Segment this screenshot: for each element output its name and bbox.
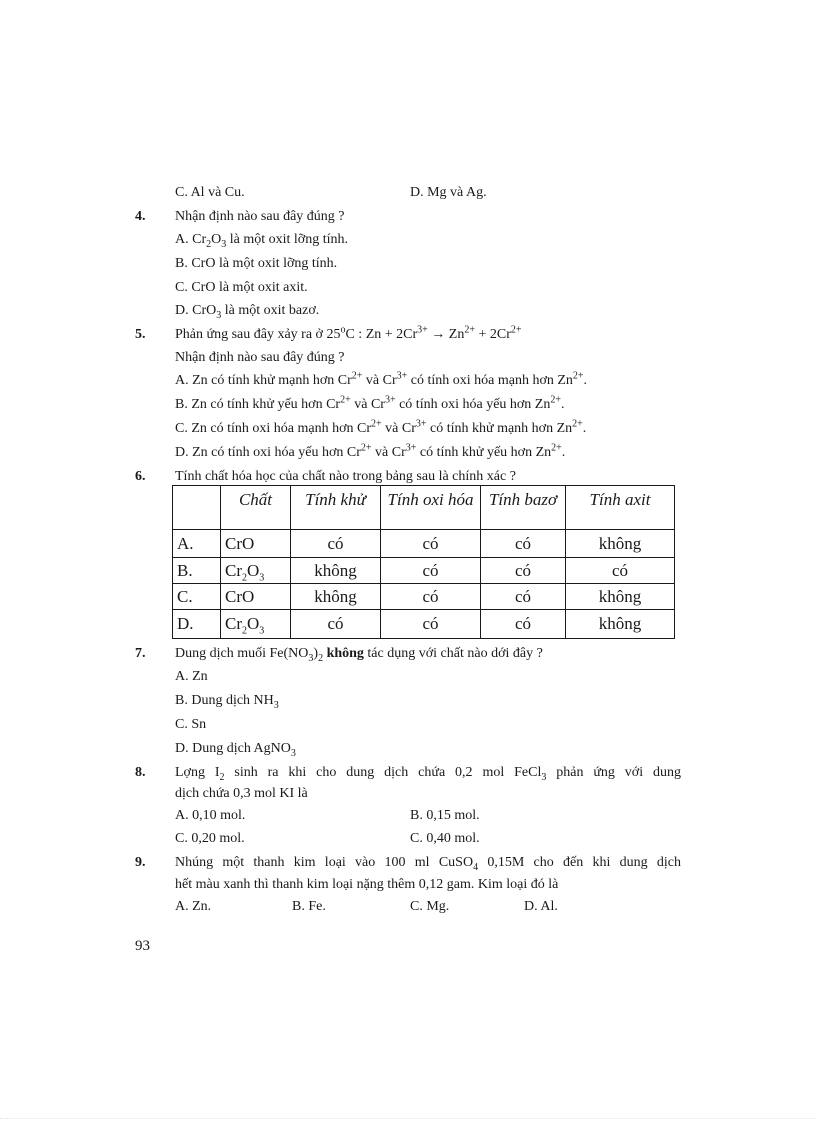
q8-stem-2: dịch chứa 0,3 mol KI là bbox=[175, 786, 308, 801]
prev-option-d: D. Mg và Ag. bbox=[410, 185, 487, 200]
page-number: 93 bbox=[135, 938, 150, 954]
row-tinh-axit: có bbox=[566, 558, 675, 584]
q8-option-d: C. 0,40 mol. bbox=[410, 831, 480, 846]
q8-option-c: C. 0,20 mol. bbox=[175, 831, 245, 846]
row-chemical: $Cr_2O_3$ bbox=[221, 610, 291, 639]
table-row bbox=[173, 610, 675, 639]
row-tinh-bazo: có bbox=[481, 584, 566, 610]
q5-number: 5. bbox=[135, 327, 146, 342]
header-chat: Chất bbox=[221, 486, 291, 530]
row-tinh-oxi-hoa: có bbox=[381, 558, 481, 584]
header-tinh-bazo: Tính bazơ bbox=[481, 486, 566, 530]
q5-option-c: C. Zn có tính oxi hóa mạnh hơn $Cr^{2+}$ và $Cr^{3+}$ có tính khử mạnh hơn $Zn^{2+}$. bbox=[175, 418, 587, 436]
q5-option-a: A. Zn có tính khử mạnh hơn $Cr^{2+}$ và $Cr^{3+}$ có tính oxi hóa mạnh hơn $Zn^{2+}$. bbox=[175, 370, 588, 388]
header-tinh-axit: Tính axit bbox=[566, 486, 675, 530]
row-tinh-axit: không bbox=[566, 610, 675, 639]
row-tinh-bazo: có bbox=[481, 558, 566, 584]
row-option: D. bbox=[173, 610, 221, 639]
row-tinh-axit: không bbox=[566, 530, 675, 558]
q8-number: 8. bbox=[135, 765, 146, 780]
q6-stem: Tính chất hóa học của chất nào trong bảng sau là chính xác ? bbox=[175, 469, 516, 484]
q5-option-b: B. Zn có tính khử yếu hơn $Cr^{2+}$ và $Cr^{3+}$ có tính oxi hóa yếu hơn $Zn^{2+}$. bbox=[175, 394, 565, 412]
q4-stem: Nhận định nào sau đây đúng ? bbox=[175, 209, 345, 224]
header-option bbox=[173, 486, 221, 530]
table-row bbox=[173, 558, 675, 584]
q7-option-a: A. Zn bbox=[175, 669, 208, 684]
q7-option-d: D. Dung dịch AgNO$_3$ bbox=[175, 741, 296, 759]
row-tinh-khu: không bbox=[291, 584, 381, 610]
row-option: B. bbox=[173, 558, 221, 584]
q7-option-b: B. Dung dịch $NH_3$ bbox=[175, 693, 279, 711]
row-tinh-khu: có bbox=[291, 610, 381, 639]
q8-option-b: B. 0,15 mol. bbox=[410, 808, 480, 823]
row-tinh-oxi-hoa: có bbox=[381, 530, 481, 558]
q4-option-b: B. CrO là một oxit lỡng tính. bbox=[175, 256, 338, 271]
q9-number: 9. bbox=[135, 855, 146, 870]
row-tinh-oxi-hoa: có bbox=[381, 584, 481, 610]
q9-option-c: C. Mg. bbox=[410, 899, 450, 914]
q7-stem: Dung dịch muối $Fe(NO_3)_2$ không tác dụng với chất nào dới đây ? bbox=[175, 646, 543, 664]
q9-option-a: A. Zn. bbox=[175, 899, 212, 914]
row-tinh-bazo: có bbox=[481, 610, 566, 639]
row-option: C. bbox=[173, 584, 221, 610]
q9-stem-1: Nhúng một thanh kim loại vào 100 ml CuSO$_4$ 0,15M cho đến khi dung dịch bbox=[175, 855, 682, 873]
q5-stem-2: Nhận định nào sau đây đúng ? bbox=[175, 350, 345, 365]
q8-option-a: A. 0,10 mol. bbox=[175, 808, 246, 823]
header-tinh-khu: Tính khử bbox=[291, 486, 381, 530]
row-chemical: CrO bbox=[221, 530, 291, 558]
q9-stem-2: hết màu xanh thì thanh kim loại nặng thêm 0,12 gam. Kim loại đó là bbox=[175, 877, 559, 892]
q5-stem: Phản ứng sau đây xảy ra ở 25$^o$C : $Zn + 2Cr^{3+} \to Zn^{2+} + 2Cr^{2+}$ bbox=[175, 324, 522, 342]
footer-divider bbox=[0, 1118, 816, 1119]
q9-option-d: D. Al. bbox=[524, 899, 558, 914]
q7-number: 7. bbox=[135, 646, 146, 661]
table-header-row bbox=[173, 486, 675, 530]
q4-option-d: D. CrO$_3$ là một oxit bazơ. bbox=[175, 303, 320, 321]
table-row bbox=[173, 530, 675, 558]
header-tinh-oxi-hoa: Tính oxi hóa bbox=[381, 486, 481, 530]
q4-option-a: A. $Cr_2O_3$ là một oxit lỡng tính. bbox=[175, 232, 348, 250]
row-tinh-khu: có bbox=[291, 530, 381, 558]
row-tinh-bazo: có bbox=[481, 530, 566, 558]
row-tinh-oxi-hoa: có bbox=[381, 610, 481, 639]
row-tinh-axit: không bbox=[566, 584, 675, 610]
q7-option-c: C. Sn bbox=[175, 717, 207, 732]
q4-option-c: C. CrO là một oxit axit. bbox=[175, 280, 308, 295]
q4-number: 4. bbox=[135, 209, 146, 224]
prev-option-c: C. Al và Cu. bbox=[175, 185, 245, 200]
row-chemical: $Cr_2O_3$ bbox=[221, 558, 291, 584]
row-tinh-khu: không bbox=[291, 558, 381, 584]
row-option: A. bbox=[173, 530, 221, 558]
q8-stem-1: Lợng $I_2$ sinh ra khi cho dung dịch chứa 0,2 mol FeCl$_3$ phản ứng với dung bbox=[175, 765, 681, 783]
q9-option-b: B. Fe. bbox=[292, 899, 326, 914]
row-chemical: CrO bbox=[221, 584, 291, 610]
q5-option-d: D. Zn có tính oxi hóa yếu hơn $Cr^{2+}$ và $Cr^{3+}$ có tính khử yếu hơn $Zn^{2+}$. bbox=[175, 442, 566, 460]
properties-table bbox=[172, 485, 675, 639]
q6-number: 6. bbox=[135, 469, 146, 484]
table-row bbox=[173, 584, 675, 610]
